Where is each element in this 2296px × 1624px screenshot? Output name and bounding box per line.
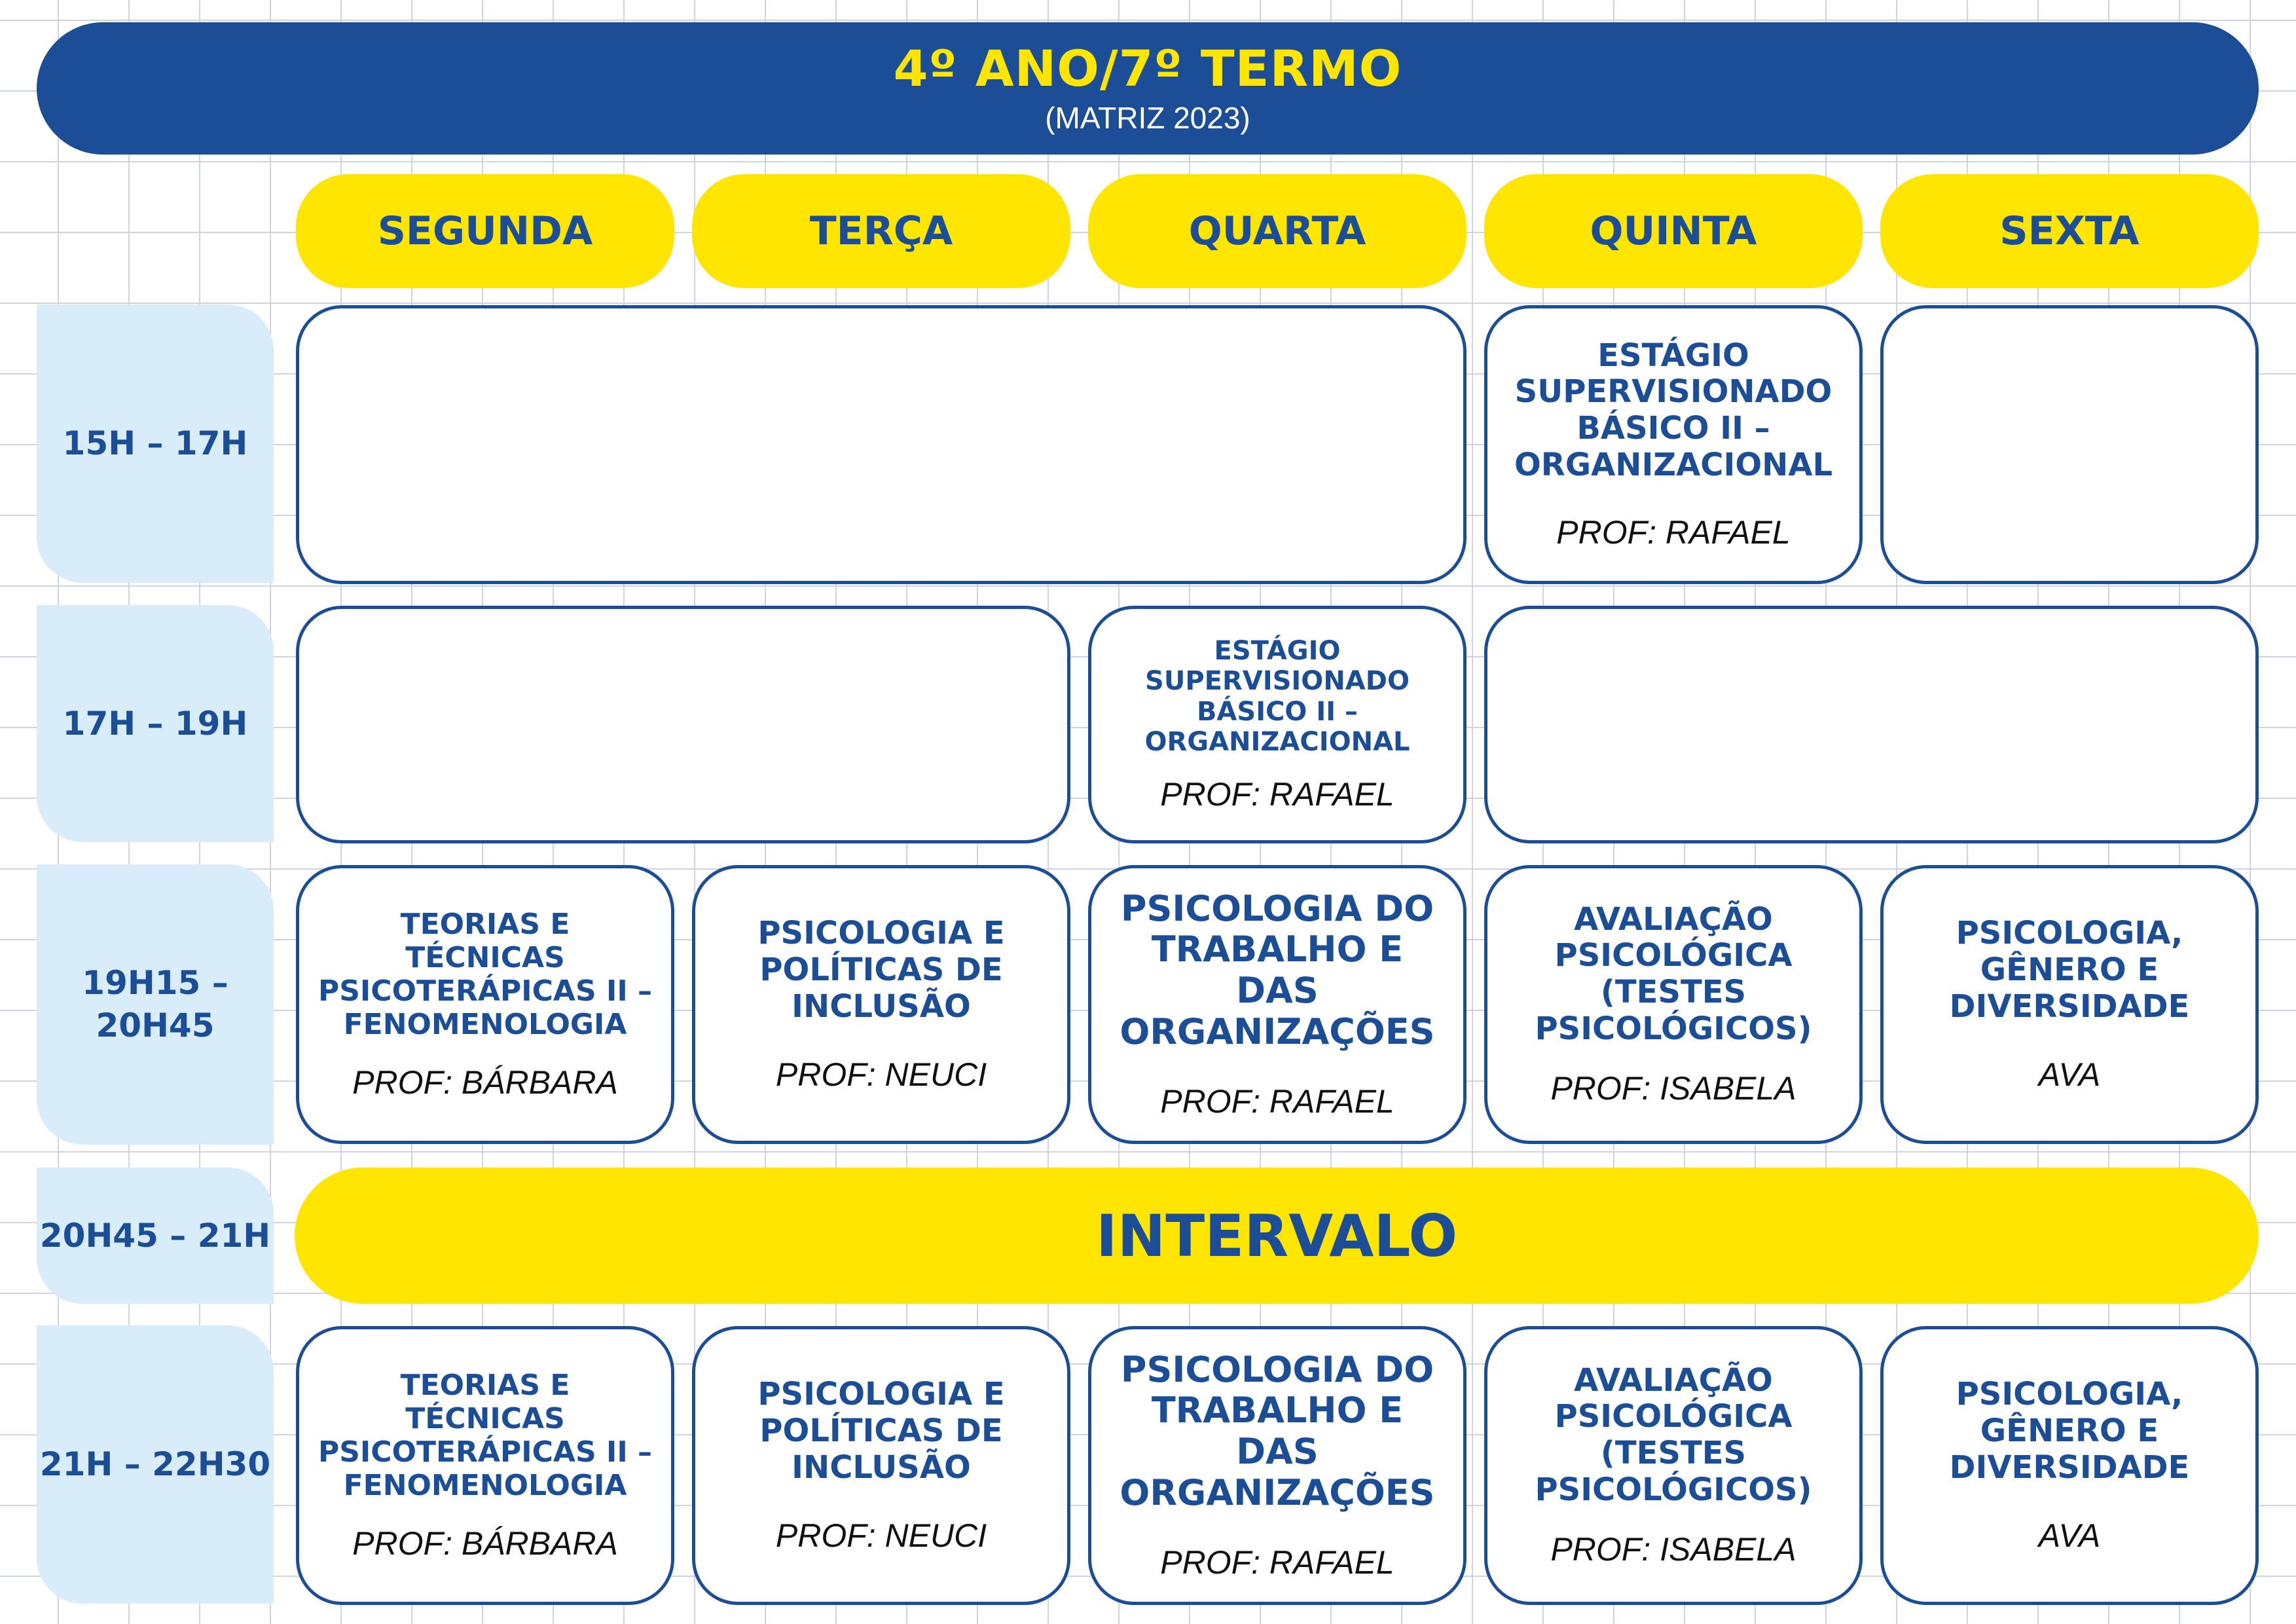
time-slot-3	[37, 864, 274, 1145]
class-professor: PROF: RAFAEL	[1160, 1544, 1394, 1581]
time-label: 19H15 – 20H45	[82, 964, 228, 1044]
class-cell-friday-21h	[1880, 1326, 2259, 1605]
class-cell-tuesday-21h	[692, 1326, 1070, 1605]
time-label: 15H – 17H	[62, 424, 248, 462]
class-subject: PSICOLOGIA DO TRABALHO E DAS ORGANIZAÇÕES	[1120, 1348, 1435, 1513]
class-subject: PSICOLOGIA E POLÍTICAS DE INCLUSÃO	[757, 1376, 1005, 1486]
class-subject: ESTÁGIO SUPERVISIONADO BÁSICO II – ORGANIZACIONAL	[1144, 635, 1410, 757]
class-professor: PROF: RAFAEL	[1556, 514, 1791, 551]
day-header-monday: SEGUNDA	[296, 174, 674, 288]
class-professor: AVA	[2038, 1517, 2101, 1554]
class-professor: PROF: ISABELA	[1550, 1531, 1796, 1568]
class-cell-friday-19h15	[1880, 865, 2259, 1144]
time-label: 17H – 19H	[62, 704, 248, 743]
time-slot-4	[37, 1168, 274, 1304]
time-slot-2	[37, 605, 274, 842]
class-cell-monday-21h	[296, 1326, 674, 1605]
time-slot-5	[37, 1325, 274, 1604]
empty-slot-mon-tue-17h	[296, 606, 1070, 843]
time-slot-1	[37, 304, 274, 583]
class-professor: PROF: RAFAEL	[1160, 1083, 1394, 1120]
class-cell-wednesday-19h15	[1088, 865, 1467, 1144]
class-subject: PSICOLOGIA, GÊNERO E DIVERSIDADE	[1949, 1376, 2190, 1486]
class-subject: PSICOLOGIA E POLÍTICAS DE INCLUSÃO	[757, 915, 1005, 1025]
time-label: 20H45 – 21H	[39, 1216, 271, 1255]
day-header-wednesday: QUARTA	[1088, 174, 1467, 288]
class-professor: PROF: BÁRBARA	[352, 1064, 618, 1101]
class-professor: PROF: BÁRBARA	[352, 1525, 618, 1562]
class-cell-monday-19h15	[296, 865, 674, 1144]
empty-slot-thu-fri-17h	[1484, 606, 2259, 843]
empty-slot-friday-15h	[1880, 305, 2259, 584]
class-cell-thursday-19h15	[1484, 865, 1863, 1144]
day-header-thursday: QUINTA	[1484, 174, 1863, 288]
class-subject: TEORIAS E TÉCNICAS PSICOTERÁPICAS II – FENOMENOLOGIA	[318, 1368, 653, 1503]
intervalo-banner: INTERVALO	[295, 1168, 2259, 1304]
class-cell-thursday-15h	[1484, 305, 1863, 584]
class-professor: PROF: ISABELA	[1550, 1070, 1796, 1107]
day-header-friday: SEXTA	[1880, 174, 2259, 288]
class-cell-wednesday-17h	[1088, 606, 1467, 843]
empty-slot-mon-wed-15h	[296, 305, 1467, 584]
schedule-header	[37, 22, 2259, 155]
class-cell-thursday-21h	[1484, 1326, 1863, 1605]
class-cell-tuesday-19h15	[692, 865, 1070, 1144]
class-subject: PSICOLOGIA, GÊNERO E DIVERSIDADE	[1949, 915, 2190, 1025]
class-subject: PSICOLOGIA DO TRABALHO E DAS ORGANIZAÇÕES	[1120, 887, 1435, 1052]
class-subject: TEORIAS E TÉCNICAS PSICOTERÁPICAS II – FENOMENOLOGIA	[318, 907, 653, 1042]
class-subject: ESTÁGIO SUPERVISIONADO BÁSICO II – ORGANIZACIONAL	[1514, 337, 1833, 483]
class-professor: AVA	[2038, 1056, 2101, 1093]
time-label: 21H – 22H30	[39, 1445, 271, 1483]
class-cell-wednesday-21h	[1088, 1326, 1467, 1605]
schedule-title: 4º ANO/7º TERMO	[893, 39, 1402, 98]
class-subject: AVALIAÇÃO PSICOLÓGICA (TESTES PSICOLÓGICOS)	[1535, 1361, 1812, 1508]
class-professor: PROF: NEUCI	[775, 1056, 987, 1093]
day-header-tuesday: TERÇA	[692, 174, 1070, 288]
class-subject: AVALIAÇÃO PSICOLÓGICA (TESTES PSICOLÓGICOS)	[1535, 900, 1812, 1047]
class-professor: PROF: NEUCI	[775, 1517, 987, 1554]
schedule-subtitle: (MATRIZ 2023)	[1045, 101, 1250, 135]
class-professor: PROF: RAFAEL	[1160, 776, 1394, 813]
